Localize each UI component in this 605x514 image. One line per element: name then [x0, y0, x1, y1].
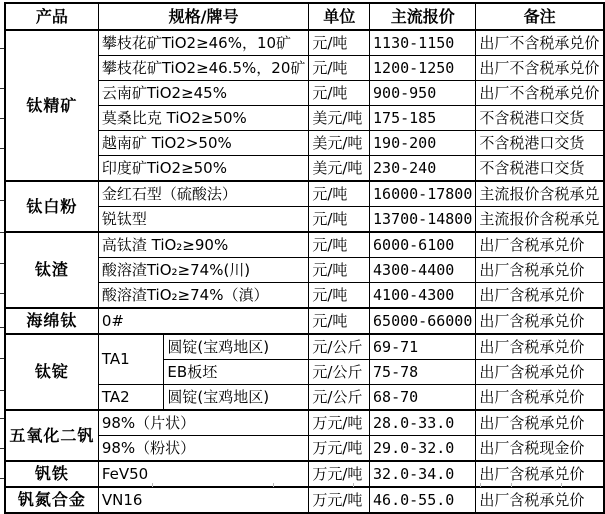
product-cell: 钛锭	[5, 334, 98, 410]
commodity-price-table	[4, 2, 605, 514]
spec-cell: 酸溶渣TiO₂≥74%(川)	[98, 258, 309, 283]
spec-cell: 锐钛型	[98, 207, 309, 233]
gridline-tick	[480, 483, 481, 487]
note-cell: 出厂含税承兑价	[476, 232, 604, 258]
table-row	[5, 334, 604, 360]
unit-cell: 万元/吨	[309, 487, 370, 513]
gridline-tick	[0, 232, 4, 233]
note-cell: 出厂含税承兑价	[476, 283, 604, 309]
note-cell: 出厂含税承兑价	[476, 385, 604, 411]
spec-cell: 高钛渣 TiO₂≥90%	[98, 232, 309, 258]
note-cell: 不含税港口交货	[476, 156, 604, 182]
spec-cell: 酸溶渣TiO₂≥74%（滇）	[98, 283, 309, 309]
table-row	[5, 487, 604, 513]
note-cell: 出厂不含税承兑价	[476, 30, 604, 56]
price-cell: 190-200	[370, 131, 476, 156]
unit-cell: 元/公斤	[309, 360, 370, 385]
table-row	[5, 181, 604, 207]
product-cell: 钒氮合金	[5, 487, 98, 513]
spec-cell: TA2	[98, 385, 164, 411]
note-cell: 出厂含税承兑价	[476, 258, 604, 283]
spec-cell: TA1	[98, 334, 164, 385]
spec-cell: FeV50	[98, 461, 309, 487]
unit-cell: 元/吨	[309, 258, 370, 283]
price-cell: 13700-14800	[370, 207, 476, 233]
price-cell: 4100-4300	[370, 283, 476, 309]
price-cell: 1200-1250	[370, 56, 476, 81]
product-cell: 五氧化二钒	[5, 410, 98, 461]
unit-cell: 元/公斤	[309, 385, 370, 411]
unit-cell: 万元/吨	[309, 461, 370, 487]
unit-cell: 万元/吨	[309, 436, 370, 462]
price-cell: 4300-4400	[370, 258, 476, 283]
unit-cell: 元/吨	[309, 56, 370, 81]
unit-cell: 美元/吨	[309, 106, 370, 131]
price-cell: 68-70	[370, 385, 476, 411]
gridline-tick	[511, 483, 512, 487]
gridline-tick	[0, 48, 4, 49]
unit-cell: 元/公斤	[309, 334, 370, 360]
unit-cell: 万元/吨	[309, 410, 370, 436]
header-product: 产品	[5, 3, 98, 30]
gridline-tick	[0, 88, 4, 89]
gridline-tick	[353, 483, 354, 487]
note-cell: 不含税港口交货	[476, 106, 604, 131]
note-cell: 主流报价含税承兑	[476, 181, 604, 207]
spec-cell: 98%（片状）	[98, 410, 309, 436]
price-cell: 1130-1150	[370, 30, 476, 56]
spec-cell: 攀枝花矿TiO2≥46.5%，20矿	[98, 56, 309, 81]
spec-cell: 0#	[98, 308, 309, 334]
note-cell: 出厂含税承兑价	[476, 334, 604, 360]
note-cell: 出厂含税承兑价	[476, 308, 604, 334]
price-cell: 32.0-34.0	[370, 461, 476, 487]
note-cell: 出厂含税承兑价	[476, 461, 604, 487]
unit-cell: 美元/吨	[309, 131, 370, 156]
spec-cell: VN16	[98, 487, 309, 513]
gridline-tick	[0, 478, 4, 479]
gridline-tick	[0, 293, 4, 294]
unit-cell: 美元/吨	[309, 156, 370, 182]
note-cell: 出厂含税现金价	[476, 436, 604, 462]
table-row	[5, 410, 604, 436]
table-row	[5, 308, 604, 334]
gridline-tick	[0, 390, 4, 391]
note-cell: 出厂含税承兑价	[476, 487, 604, 513]
spec-cell: 越南矿 TiO2>50%	[98, 131, 309, 156]
unit-cell: 元/吨	[309, 81, 370, 106]
header-row	[5, 3, 604, 30]
gridline-tick	[273, 483, 274, 487]
gridline-tick	[0, 418, 4, 419]
price-cell: 230-240	[370, 156, 476, 182]
note-cell: 出厂含税承兑价	[476, 360, 604, 385]
unit-cell: 元/吨	[309, 308, 370, 334]
unit-cell: 元/吨	[309, 181, 370, 207]
price-cell: 65000-66000	[370, 308, 476, 334]
spec-cell: 莫桑比克 TiO2≥50%	[98, 106, 309, 131]
note-cell: 主流报价含税承兑	[476, 207, 604, 233]
sub-spec-cell: 圆锭(宝鸡地区)	[164, 385, 309, 411]
spec-cell: 印度矿TiO2≥50%	[98, 156, 309, 182]
gridline-tick	[0, 148, 4, 149]
gridline-tick	[0, 200, 4, 201]
table-row	[5, 232, 604, 258]
unit-cell: 元/吨	[309, 232, 370, 258]
price-cell: 900-950	[370, 81, 476, 106]
price-cell: 69-71	[370, 334, 476, 360]
price-cell: 75-78	[370, 360, 476, 385]
header-price: 主流报价	[370, 3, 476, 30]
gridline-tick	[0, 448, 4, 449]
table-header	[5, 3, 604, 30]
unit-cell: 元/吨	[309, 207, 370, 233]
table-row	[5, 30, 604, 56]
price-cell: 6000-6100	[370, 232, 476, 258]
unit-cell: 元/吨	[309, 283, 370, 309]
gridline-tick	[0, 327, 4, 328]
gridline-tick	[0, 118, 4, 119]
spec-cell: 98%（粉状）	[98, 436, 309, 462]
note-cell: 出厂不含税承兑价	[476, 56, 604, 81]
price-cell: 46.0-55.0	[370, 487, 476, 513]
header-note: 备注	[476, 3, 604, 30]
unit-cell: 元/吨	[309, 30, 370, 56]
price-cell: 175-185	[370, 106, 476, 131]
spec-cell: 攀枝花矿TiO2≥46%，10矿	[98, 30, 309, 56]
sub-spec-cell: 圆锭(宝鸡地区)	[164, 334, 309, 360]
note-cell: 出厂含税承兑价	[476, 410, 604, 436]
price-cell: 16000-17800	[370, 181, 476, 207]
product-cell: 钒铁	[5, 461, 98, 487]
product-cell: 海绵钛	[5, 308, 98, 334]
table-row	[5, 461, 604, 487]
product-cell: 钛白粉	[5, 181, 98, 232]
gridline-tick	[0, 358, 4, 359]
price-cell: 28.0-33.0	[370, 410, 476, 436]
gridline-tick	[0, 263, 4, 264]
gridline-tick	[561, 483, 562, 487]
spec-cell: 金红石型（硫酸法）	[98, 181, 309, 207]
product-cell: 钛渣	[5, 232, 98, 308]
sub-spec-cell: EB板坯	[164, 360, 309, 385]
note-cell: 出厂不含税承兑价	[476, 81, 604, 106]
note-cell: 不含税港口交货	[476, 131, 604, 156]
gridline-tick	[152, 483, 153, 487]
table-body	[5, 30, 604, 513]
header-unit: 单位	[309, 3, 370, 30]
product-cell: 钛精矿	[5, 30, 98, 181]
header-spec: 规格/牌号	[98, 3, 309, 30]
spec-cell: 云南矿TiO2≥45%	[98, 81, 309, 106]
price-cell: 29.0-32.0	[370, 436, 476, 462]
